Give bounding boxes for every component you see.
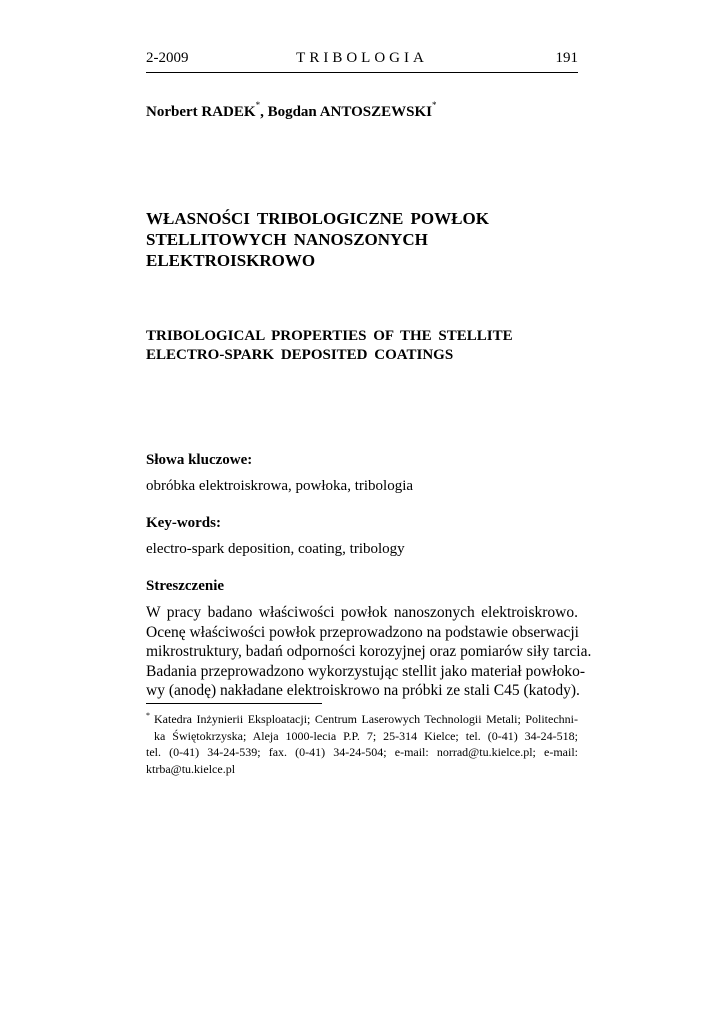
abstract-line: Ocenę właściwości powłok przeprowadzono na podstawie obserwacji <box>146 623 579 641</box>
title-polish <box>146 208 578 271</box>
abstract-line: mikrostruktury, badań odporności korozyjnej oraz pomiarów siły tarcia. <box>146 643 592 661</box>
footnote-rule <box>146 703 322 704</box>
footnote-line: tel. (0-41) 34-24-539; fax. (0-41) 34-24-504; e-mail: norrad@tu.kielce.pl; e-mail: <box>146 745 578 759</box>
footnote-marker: * <box>146 711 150 720</box>
footnote-line: ka Świętokrzyska; Aleja 1000-lecia P.P. 7; 25-314 Kielce; tel. (0-41) 34-24-518; <box>154 728 578 743</box>
title-polish-line: STELLITOWYCH NANOSZONYCH <box>146 230 428 249</box>
author-separator: , <box>260 104 268 120</box>
footnote-line <box>146 711 578 728</box>
affiliation-marker-2: * <box>431 100 437 110</box>
author-radek: Norbert RADEK <box>146 104 256 120</box>
abstract-body <box>146 603 592 701</box>
footnote-line: ktrba@tu.kielce.pl <box>146 761 236 776</box>
authors-line <box>146 100 437 121</box>
author-antoszewski: Bogdan ANTOSZEWSKI <box>267 104 432 120</box>
title-polish-line: WŁASNOŚCI TRIBOLOGICZNE POWŁOK <box>146 209 489 228</box>
journal-name: TRIBOLOGIA <box>296 50 428 66</box>
issue-number: 2-2009 <box>146 50 189 66</box>
abstract-heading: Streszczenie <box>146 578 225 594</box>
keywords-polish-label: Słowa kluczowe: <box>146 452 253 468</box>
keywords-polish-text: obróbka elektroiskrowa, powłoka, tribologia <box>146 478 414 494</box>
page-number: 191 <box>555 50 578 66</box>
title-english-line: ELECTRO-SPARK DEPOSITED COATINGS <box>146 347 454 363</box>
keywords-english-text: electro-spark deposition, coating, tribology <box>146 541 405 557</box>
keywords-english-label: Key-words: <box>146 515 221 531</box>
affiliation-footnote <box>146 711 578 777</box>
abstract-line: wy (anodę) nakładane elektroiskrowo na próbki ze stali C45 (katody). <box>146 682 580 700</box>
footnote-text: Katedra Inżynierii Eksploatacji; Centrum Laserowych Technologii Metali; Politechni- <box>154 712 578 726</box>
abstract-line: W pracy badano właściwości powłok nanoszonych elektroiskrowo. <box>146 604 578 621</box>
abstract-line: Badania przeprowadzono wykorzystując stellit jako materiał powłoko- <box>146 662 586 680</box>
affiliation-marker-1: * <box>255 100 261 110</box>
title-english <box>146 327 578 365</box>
header-rule <box>146 72 578 73</box>
running-header <box>146 50 578 72</box>
title-english-line: TRIBOLOGICAL PROPERTIES OF THE STELLITE <box>146 328 513 344</box>
title-polish-line: ELEKTROISKROWO <box>146 251 316 270</box>
